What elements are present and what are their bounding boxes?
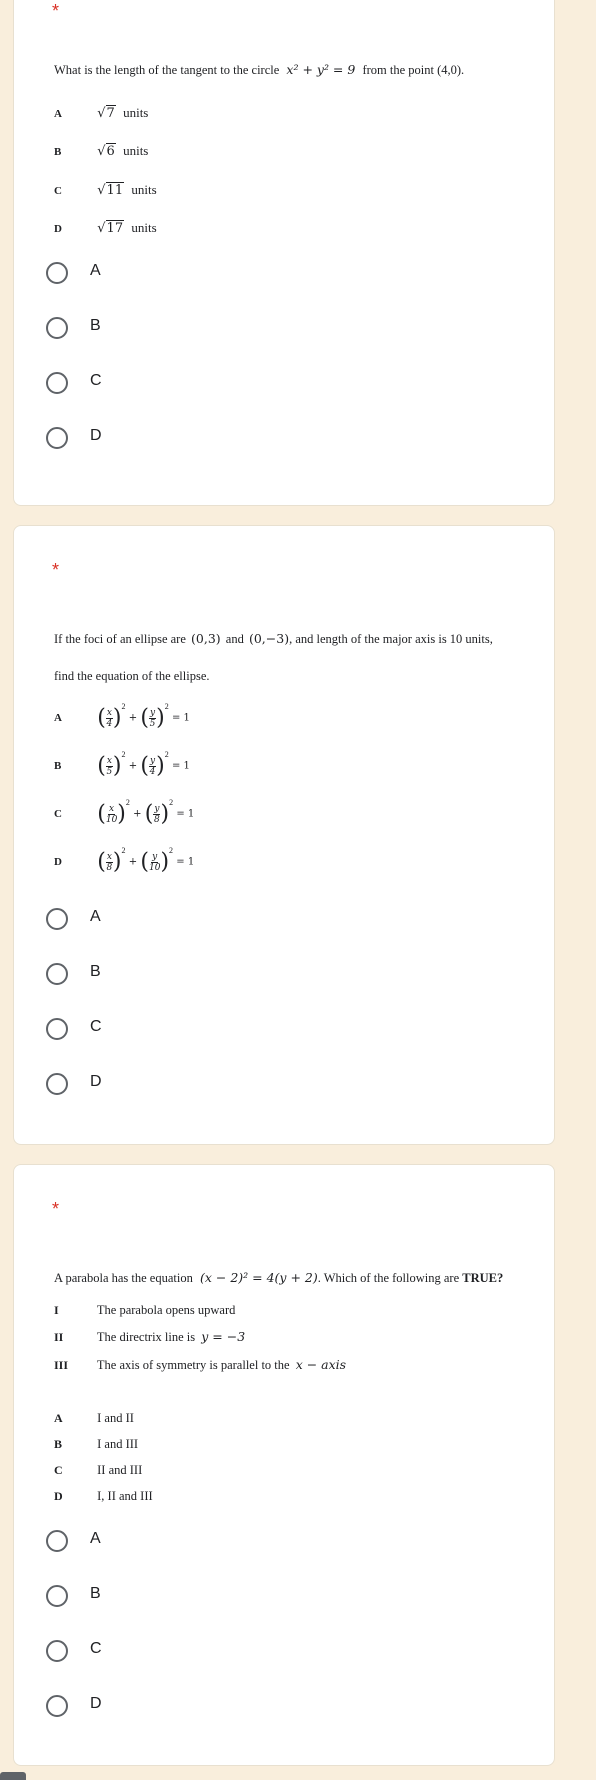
radio-choice-d[interactable] <box>46 1071 102 1097</box>
question-text-line-2: find the equation of the ellipse. <box>54 669 210 683</box>
question-text <box>54 1269 503 1287</box>
fraction: $\frac{x}{5}$ <box>106 756 113 777</box>
radicand: 6 <box>106 144 115 159</box>
floating-button-edge[interactable] <box>0 1772 26 1780</box>
radio-circle[interactable] <box>46 1695 68 1717</box>
radio-choice-c[interactable] <box>46 370 102 396</box>
unit-label: units <box>123 105 149 120</box>
radio-label: D <box>90 1073 102 1090</box>
option-letter: A <box>54 1411 63 1425</box>
radio-choice-c[interactable] <box>46 1016 102 1042</box>
question-text-part: and <box>225 632 244 646</box>
option-letter: A <box>54 712 62 725</box>
option-letter: D <box>54 1489 63 1503</box>
fraction: $\frac{y}{5}$ <box>149 708 156 729</box>
question-text <box>54 630 493 648</box>
unit-label: units <box>131 220 157 235</box>
radio-circle[interactable] <box>46 1640 68 1662</box>
fraction: $\frac{x}{8}$ <box>106 852 113 873</box>
unit-label: units <box>131 182 157 197</box>
question-text-part: , and length of the major axis is 10 units, <box>289 632 493 646</box>
option-text: I, II and III <box>97 1489 153 1503</box>
option-row-d <box>54 846 195 875</box>
question-card-2 <box>13 525 555 1145</box>
option-row-b <box>54 750 190 779</box>
required-star: * <box>52 1199 60 1219</box>
ellipse-equation: ( $\frac{x}{4}$ )$^2$ + ( $\frac{y}{5}$ )$^2$ = 1 <box>97 702 190 731</box>
fraction: $\frac{y}{4}$ <box>149 756 156 777</box>
statement-2 <box>54 1329 245 1345</box>
radio-circle[interactable] <box>46 963 68 985</box>
radio-choice-b[interactable] <box>46 961 101 987</box>
radio-choice-d[interactable] <box>46 425 102 451</box>
radio-label: B <box>90 1585 101 1602</box>
radio-choice-b[interactable] <box>46 315 101 341</box>
radio-choice-a[interactable] <box>46 906 101 932</box>
sqrt-value: √11 <box>97 183 124 198</box>
option-letter: C <box>54 185 62 197</box>
fraction: $\frac{y}{8}$ <box>154 804 160 825</box>
fraction: $\frac{x}{10}$ <box>105 804 118 825</box>
focus-point: (0,3) <box>191 631 221 646</box>
option-letter: C <box>54 1463 63 1477</box>
option-row-a <box>54 702 190 731</box>
fraction: $\frac{x}{4}$ <box>106 708 113 729</box>
radicand: 7 <box>106 106 115 121</box>
option-row-c <box>54 798 195 827</box>
radicand: 11 <box>106 183 124 198</box>
radio-label: C <box>90 372 102 389</box>
sqrt-value: √17 <box>97 221 124 236</box>
radio-label: D <box>90 1695 102 1712</box>
radio-circle[interactable] <box>46 317 68 339</box>
option-row-c <box>54 1463 142 1478</box>
radicand: 17 <box>106 221 124 236</box>
fraction: $\frac{y}{10}$ <box>149 852 161 873</box>
radio-circle[interactable] <box>46 1585 68 1607</box>
question-text-part: If the foci of an ellipse are <box>54 632 186 646</box>
radio-label: A <box>90 908 101 925</box>
radio-choice-c[interactable] <box>46 1638 102 1664</box>
sqrt-value: √7 <box>97 106 115 121</box>
statement-text: The axis of symmetry is parallel to the <box>96 1358 290 1372</box>
ellipse-equation: ( $\frac{x}{8}$ )$^2$ + ( $\frac{y}{10}$ )$^2$ = 1 <box>97 846 195 875</box>
radio-circle[interactable] <box>46 427 68 449</box>
parabola-equation: (x − 2)² = 4(y + 2) <box>199 1270 318 1285</box>
question-card-3 <box>13 1164 555 1766</box>
statement-math: x − axis <box>295 1357 347 1372</box>
radio-choice-a[interactable] <box>46 1528 101 1554</box>
radio-choice-b[interactable] <box>46 1583 101 1609</box>
radio-label: D <box>90 427 102 444</box>
radio-choice-d[interactable] <box>46 1693 102 1719</box>
radio-label: C <box>90 1640 102 1657</box>
statement-math: y = −3 <box>201 1329 246 1344</box>
option-row-b <box>54 143 148 159</box>
option-row-d <box>54 1489 153 1504</box>
focus-point: (0,−3) <box>248 631 290 646</box>
statement-1 <box>54 1303 235 1318</box>
option-letter: B <box>54 760 62 773</box>
radio-circle[interactable] <box>46 1530 68 1552</box>
question-card-1 <box>13 0 555 506</box>
radio-choice-a[interactable] <box>46 260 101 286</box>
option-text: I and III <box>97 1437 139 1451</box>
radio-label: A <box>90 262 101 279</box>
question-text-part: . Which of the following are <box>317 1271 460 1285</box>
option-text: I and II <box>97 1411 134 1425</box>
statement-number: III <box>54 1358 69 1372</box>
radio-circle[interactable] <box>46 908 68 930</box>
radio-circle[interactable] <box>46 372 68 394</box>
radio-circle[interactable] <box>46 1018 68 1040</box>
required-star: * <box>52 1 60 21</box>
required-star: * <box>52 560 60 580</box>
sqrt-value: √6 <box>97 144 115 159</box>
option-letter: B <box>54 1437 63 1451</box>
option-row-b <box>54 1437 138 1452</box>
statement-text: The directrix line is <box>96 1330 196 1344</box>
option-letter: D <box>54 223 62 235</box>
circle-equation: x² + y² = 9 <box>286 62 356 77</box>
option-row-a <box>54 1411 134 1426</box>
radio-label: B <box>90 963 101 980</box>
option-row-c <box>54 182 157 198</box>
option-text: II and III <box>97 1463 143 1477</box>
question-text-part: A parabola has the equation <box>54 1271 193 1285</box>
unit-label: units <box>123 143 149 158</box>
radio-label: C <box>90 1018 102 1035</box>
option-letter: A <box>54 108 62 120</box>
radio-label: B <box>90 317 101 334</box>
statement-number: II <box>54 1330 64 1344</box>
question-text-part: What is the length of the tangent to the circle <box>54 63 280 77</box>
statement-3 <box>54 1357 346 1373</box>
statement-text: The parabola opens upward <box>96 1303 236 1317</box>
question-text-bold: TRUE? <box>462 1271 504 1285</box>
option-letter: B <box>54 146 62 158</box>
radio-circle[interactable] <box>46 1073 68 1095</box>
ellipse-equation: ( $\frac{x}{5}$ )$^2$ + ( $\frac{y}{4}$ )$^2$ = 1 <box>97 750 190 779</box>
option-letter: C <box>54 808 62 821</box>
statement-number: I <box>54 1303 59 1317</box>
ellipse-equation: ( $\frac{x}{10}$ )$^2$ + ( $\frac{y}{8}$ )$^2$ = 1 <box>97 798 195 827</box>
option-row-d <box>54 220 157 236</box>
option-row-a <box>54 105 148 121</box>
radio-circle[interactable] <box>46 262 68 284</box>
option-letter: D <box>54 856 62 869</box>
radio-label: A <box>90 1530 101 1547</box>
question-text-part: from the point (4,0). <box>362 63 465 77</box>
question-text <box>54 61 464 79</box>
